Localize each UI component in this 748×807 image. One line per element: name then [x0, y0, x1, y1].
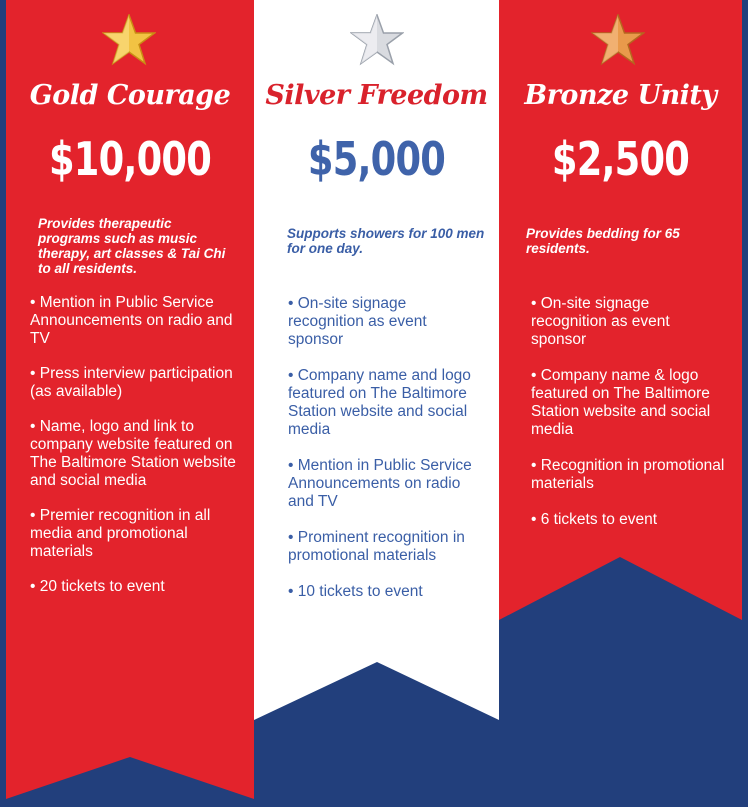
- tier-silver: [254, 0, 499, 807]
- benefit-item: • Mention in Public Service Announcements on radio and TV: [288, 457, 472, 510]
- tier-bronze: [499, 0, 742, 807]
- benefit-item: • Prominent recognition in promotional materials: [288, 529, 465, 564]
- benefit-item: • 6 tickets to event: [531, 511, 658, 528]
- silver-star-icon: [350, 14, 404, 66]
- tier-name: Silver Freedom: [265, 80, 488, 111]
- tier-name: Bronze Unity: [524, 80, 717, 111]
- tier-description: Provides therapeutic programs such as music therapy, art classes & Tai Chi to all residents.: [38, 216, 226, 276]
- benefit-item: • Recognition in promotional materials: [531, 457, 725, 492]
- benefit-item: • Company name & logo featured on The Baltimore Station website and social media: [531, 367, 711, 438]
- tier-amount: $5,000: [307, 132, 446, 186]
- gold-star-icon: [102, 14, 156, 66]
- tier-description: Provides bedding for 65 residents.: [526, 226, 680, 256]
- bronze-star-icon: [591, 14, 645, 66]
- benefit-list: [288, 295, 484, 619]
- tier-amount: $2,500: [551, 132, 690, 186]
- benefit-item: • Premier recognition in all media and promotional materials: [30, 507, 211, 560]
- tier-description: Supports showers for 100 men for one day.: [287, 226, 485, 256]
- benefit-item: • Mention in Public Service Announcements on radio and TV: [30, 294, 233, 347]
- benefit-list: [531, 295, 727, 547]
- tier-amount: $10,000: [48, 132, 212, 186]
- benefit-item: • 20 tickets to event: [30, 578, 165, 595]
- benefit-item: • Press interview participation (as available): [30, 365, 233, 400]
- benefit-item: • Company name and logo featured on The Baltimore Station website and social media: [288, 367, 471, 438]
- benefit-list: [30, 294, 242, 613]
- benefit-item: • 10 tickets to event: [288, 583, 423, 600]
- tier-name: Gold Courage: [29, 80, 231, 111]
- benefit-item: • On-site signage recognition as event sponsor: [288, 295, 427, 348]
- benefit-item: • Name, logo and link to company website featured on The Baltimore Station website and social media: [30, 418, 236, 489]
- benefit-item: • On-site signage recognition as event sponsor: [531, 295, 670, 348]
- tier-gold: [6, 0, 254, 807]
